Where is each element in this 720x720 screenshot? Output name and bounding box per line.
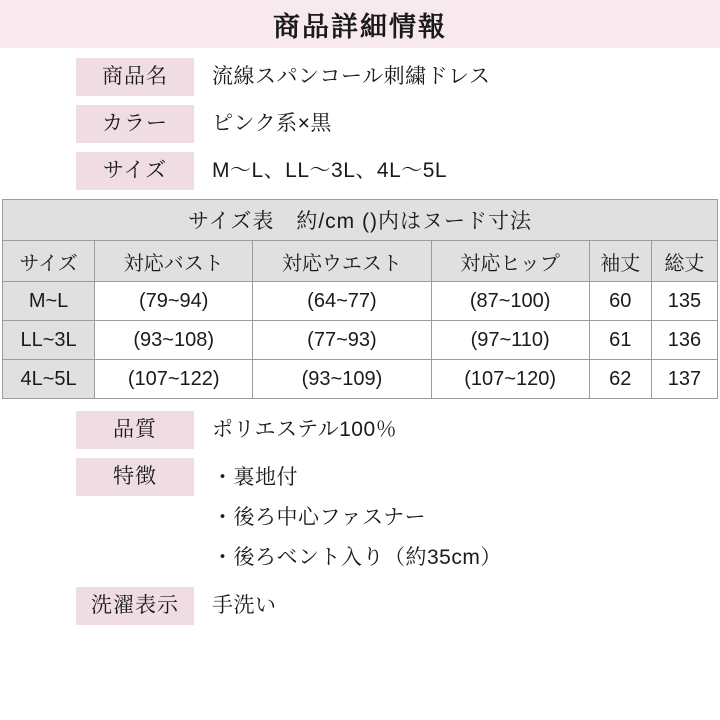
table-cell-size: M~L xyxy=(3,282,95,321)
spec-label-washing: 洗濯表示 xyxy=(76,587,194,625)
spec-label-color: カラー xyxy=(76,105,194,143)
size-table-caption-row xyxy=(3,200,718,241)
table-row xyxy=(3,282,718,321)
table-cell-length: 135 xyxy=(651,282,717,321)
spec-row-size xyxy=(0,152,720,190)
spec-value-washing: 手洗い xyxy=(212,594,277,617)
size-table-header-row xyxy=(3,241,718,282)
table-cell-bust: (79~94) xyxy=(95,282,253,321)
feature-line: ・後ろ中心ファスナー xyxy=(212,506,427,529)
spec-list-bottom xyxy=(0,405,720,625)
spec-value-product-name: 流線スパンコール刺繍ドレス xyxy=(212,65,491,88)
feature-line: ・裏地付 xyxy=(212,466,298,489)
spec-row-product-name xyxy=(0,58,720,96)
table-cell-length: 137 xyxy=(651,360,717,399)
spec-label-features: 特徴 xyxy=(76,458,194,496)
table-cell-sleeve: 60 xyxy=(589,282,651,321)
spec-row-color xyxy=(0,105,720,143)
page-title-bar xyxy=(0,0,720,48)
spec-list-top xyxy=(0,48,720,190)
table-cell-bust: (107~122) xyxy=(95,360,253,399)
size-table-wrap xyxy=(0,199,720,399)
size-table-header-length: 総丈 xyxy=(651,241,717,282)
size-table-caption: サイズ表 約/cm ()内はヌード寸法 xyxy=(3,200,718,241)
table-cell-hip: (107~120) xyxy=(431,360,589,399)
spec-label-quality: 品質 xyxy=(76,411,194,449)
spec-value-quality: ポリエステル100％ xyxy=(212,418,398,441)
page-title: 商品詳細情報 xyxy=(273,11,447,42)
spec-value-features xyxy=(212,458,502,578)
table-cell-sleeve: 62 xyxy=(589,360,651,399)
table-cell-bust: (93~108) xyxy=(95,321,253,360)
size-table xyxy=(2,199,718,399)
spec-row-quality xyxy=(0,411,720,449)
table-cell-hip: (97~110) xyxy=(431,321,589,360)
table-cell-waist: (77~93) xyxy=(253,321,431,360)
size-table-header-bust: 対応バスト xyxy=(95,241,253,282)
table-cell-waist: (64~77) xyxy=(253,282,431,321)
spec-row-features xyxy=(0,458,720,578)
table-cell-size: 4L~5L xyxy=(3,360,95,399)
spec-row-washing xyxy=(0,587,720,625)
spec-value-color: ピンク系×黒 xyxy=(212,112,332,135)
table-row xyxy=(3,321,718,360)
size-table-header-hip: 対応ヒップ xyxy=(431,241,589,282)
size-table-header-size: サイズ xyxy=(3,241,95,282)
table-cell-length: 136 xyxy=(651,321,717,360)
table-cell-sleeve: 61 xyxy=(589,321,651,360)
table-cell-waist: (93~109) xyxy=(253,360,431,399)
spec-label-product-name: 商品名 xyxy=(76,58,194,96)
spec-value-size: M〜L、LL〜3L、4L〜5L xyxy=(212,159,448,182)
size-table-header-sleeve: 袖丈 xyxy=(589,241,651,282)
size-table-header-waist: 対応ウエスト xyxy=(253,241,431,282)
table-cell-hip: (87~100) xyxy=(431,282,589,321)
feature-line: ・後ろベント入り（約35cm） xyxy=(212,546,502,569)
spec-label-size: サイズ xyxy=(76,152,194,190)
table-cell-size: LL~3L xyxy=(3,321,95,360)
table-row xyxy=(3,360,718,399)
